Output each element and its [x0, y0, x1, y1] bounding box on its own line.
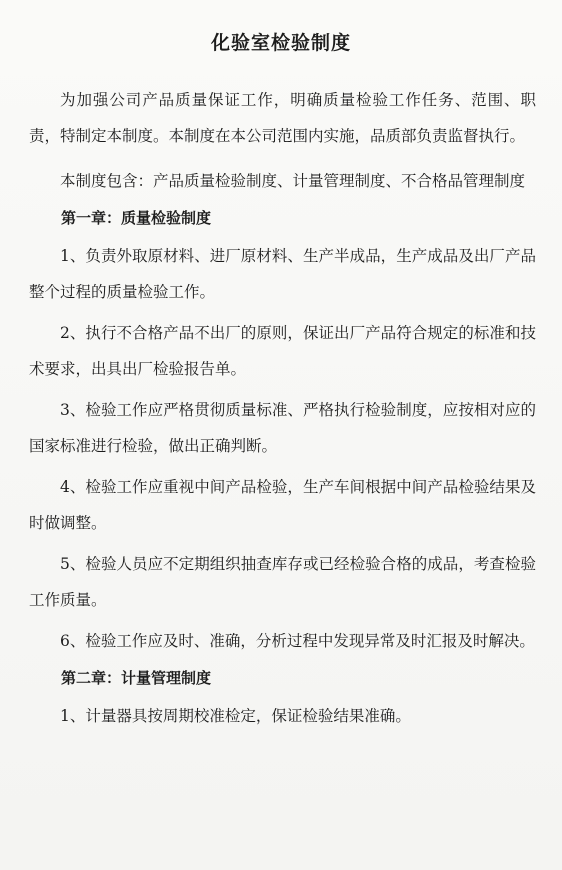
- chapter-item: 6、检验工作应及时、准确，分析过程中发现异常及时汇报及时解决。: [60, 632, 535, 650]
- chapter-item: 5、检验人员应不定期组织抽查库存或已经检验合格的成品，考查检验工作质量。: [29, 555, 536, 609]
- chapter-items: [29, 238, 536, 659]
- chapter-item: 4、检验工作应重视中间产品检验，生产车间根据中间产品检验结果及时做调整。: [29, 478, 536, 532]
- chapter-2: [29, 663, 536, 734]
- chapter-item: 1、计量器具按周期校准检定，保证检验结果准确。: [60, 707, 411, 725]
- document-title: 化验室检验制度: [210, 32, 351, 54]
- intro-paragraph: 本制度包含：产品质量检验制度、计量管理制度、不合格品管理制度: [60, 172, 526, 190]
- chapter-item: 3、检验工作应严格贯彻质量标准、严格执行检验制度，应按相对应的国家标准进行检验，做出正确判断。: [29, 401, 536, 455]
- chapter-heading: 第一章：质量检验制度: [61, 209, 212, 227]
- chapter-item: 2、执行不合格产品不出厂的原则，保证出厂产品符合规定的标准和技术要求，出具出厂检验报告单。: [29, 324, 536, 378]
- chapter-heading: 第二章：计量管理制度: [61, 669, 212, 687]
- chapter-1: [29, 203, 536, 659]
- chapter-item: 1、负责外取原材料、进厂原材料、生产半成品，生产成品及出厂产品整个过程的质量检验工作。: [29, 247, 536, 301]
- chapter-items: [29, 698, 536, 734]
- document-body: [29, 82, 536, 734]
- intro-paragraph: 为加强公司产品质量保证工作，明确质量检验工作任务、范围、职责，特制定本制度。本制度在本公司范围内实施，品质部负责监督执行。: [29, 91, 536, 145]
